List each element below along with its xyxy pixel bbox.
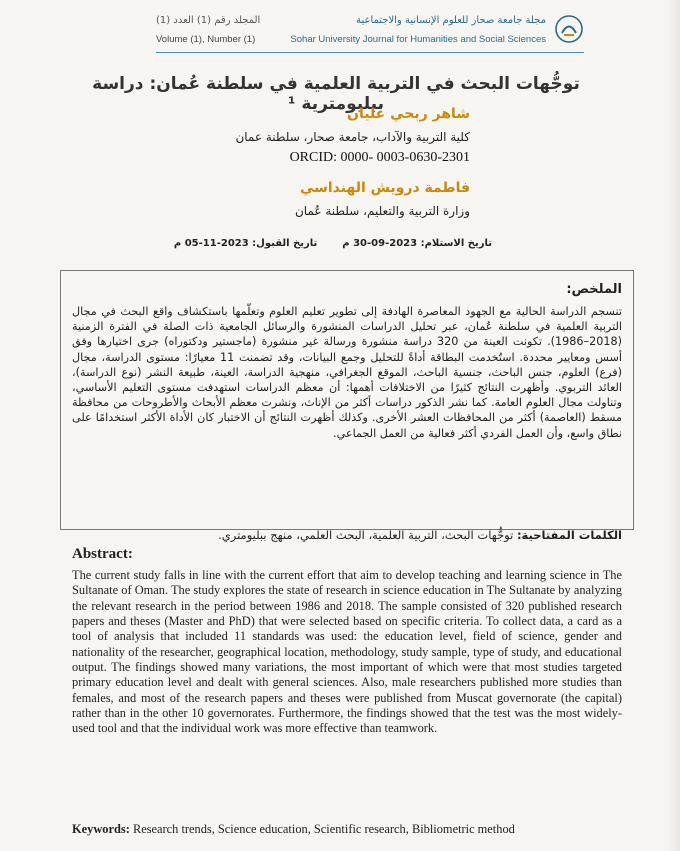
english-abstract-text: The current study falls in line with the current effort that aim to develop teaching and learning science in The Sultanate of Oman. The study explores the state of research in science education in The Sultanate by analyzing the relevant research in the period between 1986 and 2018. The sample consisted of 320 published research papers and theses (Master and PhD) that were selected based on specific criteria. To collect data, a card as a tool of analysis that included 11 standards was used: the education level, field of science, gender and nationality of the researcher, geographical location, methodology, study sample, type of study, and educational output. The findings showed many variations, the most important of which were that most studies targeted primary education level and dealt with general sciences. Also, male researchers published more studies than females, and most of the research papers and theses were published from Muscat governorate (the capital) rather than in the other 10 governorates. Furthermore, the findings showed that the test was the most widely-used tool and that the individual work was more effective than teamwork. xyxy=(72,568,622,736)
arabic-keywords-text: توجُّهات البحث، التربية العلمية، البحث العلمي، منهج ببليومتري. xyxy=(218,528,514,542)
volume-number-ar: المجلد رقم (1) العدد (1) xyxy=(156,15,261,26)
english-abstract-heading: Abstract: xyxy=(72,546,133,562)
received-date: تاريخ الاستلام: 2023-09-30 م xyxy=(342,238,492,249)
author-1-affiliation: كلية التربية والآداب، جامعة صحار، سلطنة عمان xyxy=(235,130,470,144)
journal-name-ar: مجلة جامعة صحار للعلوم الإنسانية والاجتماعية xyxy=(356,15,546,26)
author-2-affiliation: وزارة التربية والتعليم، سلطنة عُمان xyxy=(294,204,470,218)
english-keywords-label: Keywords: xyxy=(72,822,130,836)
paper-title: توجُّهات البحث في التربية العلمية في سلطنة عُمان: دراسة ببليومترية ¹ xyxy=(92,74,580,114)
university-logo-icon xyxy=(554,14,584,44)
header-divider xyxy=(156,52,584,53)
page-edge-shadow xyxy=(666,0,680,851)
arabic-abstract-heading: الملخص: xyxy=(566,282,622,297)
author-2-name: فاطمة درويش الهنداسي xyxy=(299,180,470,196)
arabic-keywords xyxy=(218,528,622,542)
author-1-name: شاهر ربحي عليان xyxy=(347,106,470,122)
volume-number-en: Volume (1), Number (1) xyxy=(156,34,256,45)
arabic-abstract-text: تنسجم الدراسة الحالية مع الجهود المعاصرة الهادفة إلى تطوير تعليم العلوم وتعلّمها باستكشاف واقع البحث في مجال التربية العلمية في سلطنة عُمان، عبر تحليل الدراسات المنشورة والرسائل الجامعية ذات الصلة في الفترة الزمنية (2018–1986). تكونت العينة من 320 دراسة منشورة ورسالة غير منشورة (ماجستير ودكتوراه) جرى اختيارها وفق أسس ومعايير محددة. استُخدمت البطاقة أداةً للتحليل وجمع البيانات، وقد تضمنت 11 معيارًا: مستوى الدراسة، مجال (فرع) العلوم، جنس الباحث، جنسية الباحث، الموقع الجغرافي، منهجية الدراسة، العينة، طبيعة النشر (نوع الدراسة)، العائد التربوي. وأظهرت النتائج كثيرًا من الاختلافات أهمها: أن معظم الدراسات استهدفت مستوى التعليم الأساسي، وتناولت مجال العلوم العامة. كما نشر الذكور دراسات أكثر من الإناث، ونشرت معظم الأبحاث والأطروحات من محافظة مسقط (العاصمة) أكثر من المحافظات العشر الأخرى. وكذلك أظهرت النتائج أن الاختبار كان الأداة الأكثر استخدامًا على نطاق واسع، وأن العمل الفردي أكثر فعالية من العمل الجماعي. xyxy=(72,305,623,440)
submission-dates xyxy=(174,238,492,249)
english-keywords-text: Research trends, Science education, Scientific research, Bibliometric method xyxy=(132,822,515,836)
arabic-keywords-label: الكلمات المفتاحية: xyxy=(516,528,622,542)
author-1-orcid: ORCID: 0000- 0003-0630-2301 xyxy=(289,150,470,165)
journal-name-en: Sohar University Journal for Humanities and Social Sciences xyxy=(290,34,546,45)
accepted-date: تاريخ القبول: 2023-11-05 م xyxy=(173,238,318,249)
english-keywords xyxy=(72,822,640,837)
